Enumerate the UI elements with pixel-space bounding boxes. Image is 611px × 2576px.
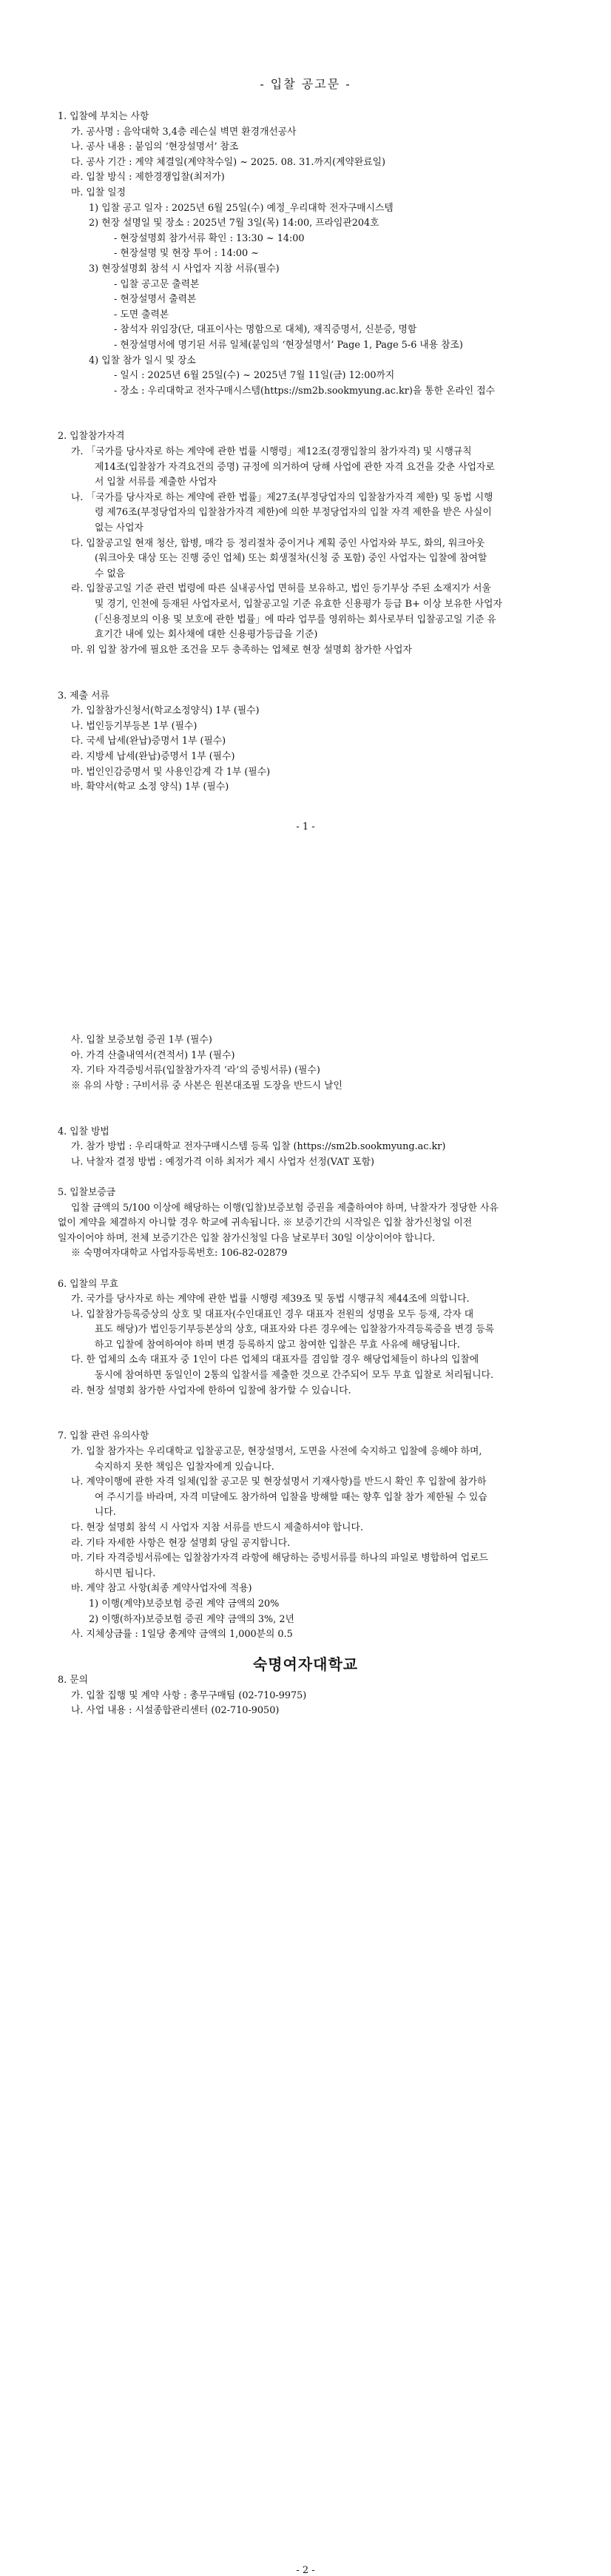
text-line: 5. 입찰보증금 [58, 1186, 116, 1198]
text-line: 없는 사업자 [95, 522, 144, 534]
text-line: 가. 공사명 : 음악대학 3,4층 레슨실 벽면 환경개선공사 [71, 126, 297, 138]
text-line: 3. 제출 서류 [58, 690, 109, 702]
text-line: 하시면 됩니다. [95, 1567, 156, 1579]
text-line: 나. 「국가를 당사자로 하는 계약에 관한 법률」제27조(부정당업자의 입찰참가자격 제한) 및 동법 시행 [71, 491, 493, 503]
text-line: 8. 문의 [58, 1674, 89, 1686]
text-line: 라. 현장 설명회 참가한 사업자에 한하여 입찰에 참가할 수 있습니다. [71, 1385, 351, 1396]
text-line: 가. 입찰 집행 및 계약 사항 : 총무구매팀 (02-710-9975) [71, 1689, 307, 1701]
text-line: - 일시 : 2025년 6월 25일(수) ~ 2025년 7월 11일(금) 12:00까지 [114, 370, 395, 382]
blank-line [58, 1170, 561, 1186]
text-line: 여 주시기를 바라며, 자격 미달에도 참가하여 입찰을 방해할 때는 향후 입찰 참가 제한될 수 있습 [95, 1491, 487, 1503]
blank-line [58, 1399, 561, 1414]
text-line: 나. 공사 내용 : 붙임의 ‘현장설명서’ 참조 [71, 141, 239, 153]
text-line: 숙지하지 못한 책임은 입찰자에게 있습니다. [95, 1461, 274, 1473]
text-line: 3) 현장설명회 참석 시 사업자 지참 서류(필수) [89, 263, 280, 275]
page-2-body [58, 1033, 561, 1719]
text-line: - 입찰 공고문 출력본 [114, 278, 200, 290]
text-line: 7. 입찰 관련 유의사항 [58, 1430, 149, 1442]
blank-line [58, 1262, 561, 1277]
page-1 [0, 0, 611, 864]
text-line: 마. 입찰 일정 [71, 186, 126, 198]
text-line: 라. 입찰 방식 : 제한경쟁입찰(최저가) [71, 172, 225, 184]
text-line: - 현장설명서 출력본 [114, 294, 197, 306]
text-line: (워크아웃 대상 또는 진행 중인 업체) 또는 회생절차(신청 중 포함) 중인 사업자는 입찰에 참여할 [95, 553, 487, 565]
text-line: 1) 이행(계약)보증보험 증권 계약 금액의 20% [89, 1598, 280, 1610]
text-line: 자. 기타 자격증빙서류(입찰참가자격 ‘라’의 증빙서류) (필수) [71, 1065, 320, 1077]
text-line: 일자이어야 하며, 전체 보증기간은 입찰 참가신청일 다음 날로부터 30일 이상이어야 합니다. [58, 1232, 436, 1244]
text-line: 바. 확약서(학교 소정 양식) 1부 (필수) [71, 781, 229, 793]
text-line: 서 입찰 서류를 제출한 사업자 [95, 477, 217, 488]
text-line: - 장소 : 우리대학교 전자구매시스템(https://sm2b.sookmyung.ac.kr)을 통한 온라인 접수 [114, 385, 495, 397]
text-line: 나. 낙찰자 결정 방법 : 예정가격 이하 최저가 제시 사업자 선정(VAT 포함) [71, 1156, 374, 1168]
text-line: 라. 입찰공고일 기준 관련 법령에 따른 실내공사업 면허를 보유하고, 법인 등기부상 주된 소재지가 서울 [71, 583, 491, 595]
text-line: 마. 법인인감증명서 및 사용인감계 각 1부 (필수) [71, 766, 271, 778]
text-line: - 현장설명 및 현장 투어 : 14:00 ~ [114, 248, 259, 260]
text-line: 하고 입찰에 참여하여야 하며 변경 등록하지 않고 참여한 입찰은 무효 사유에 해당됩니다. [95, 1339, 460, 1351]
text-line: - 현장설명서에 명기된 서류 일체(붙임의 ‘현장설명서’ Page 1, Page 5-6 내용 참조) [114, 339, 463, 351]
text-line: 가. 참가 방법 : 우리대학교 전자구매시스템 등록 입찰 (https://sm2b.sookmyung.ac.kr) [71, 1141, 446, 1153]
university-name: 숙명여자대학교 [252, 1655, 359, 1673]
text-line: ※ 유의 사항 : 구비서류 중 사본은 원본대조필 도장을 반드시 날인 [71, 1080, 342, 1092]
blank-line [58, 1094, 561, 1109]
text-line: 4. 입찰 방법 [58, 1126, 109, 1137]
text-line: 입찰 금액의 5/100 이상에 해당하는 이행(입찰)보증보험 증권을 제출하여야 하며, 낙찰자가 정당한 사유 [71, 1202, 499, 1214]
text-line: 없이 계약을 체결하지 아니할 경우 학교에 귀속됩니다. ※ 보증기간의 시작일은 입찰 참가신청일 이전 [58, 1217, 473, 1229]
text-line: 나. 입찰참가등록증상의 상호 및 대표자(수인대표인 경우 대표자 전원의 성명을 모두 등재, 각자 대 [71, 1308, 474, 1320]
text-line: 령 제76조(부정당업자의 입찰참가자격 제한)에 의한 부정당업자의 입찰 자격 제한을 받은 사실이 [95, 507, 492, 519]
text-line: 6. 입찰의 무효 [58, 1278, 119, 1290]
text-line: 4) 입찰 참가 일시 및 장소 [89, 354, 196, 366]
blank-line [58, 1109, 561, 1125]
text-line: 가. 입찰 참가자는 우리대학교 입찰공고문, 현장설명서, 도면을 사전에 숙지하고 입찰에 응해야 하며, [71, 1446, 482, 1458]
text-line: 나. 사업 내용 : 시설종합관리센터 (02-710-9050) [71, 1705, 280, 1717]
text-line: 사. 입찰 보증보험 증권 1부 (필수) [71, 1035, 212, 1046]
text-line: 사. 지체상금률 : 1일당 총계약 금액의 1,000분의 0.5 [71, 1629, 293, 1641]
text-line: 2. 입찰참가자격 [58, 431, 125, 443]
text-line: 2) 이행(하자)보증보험 증권 계약 금액의 3%, 2년 [89, 1613, 294, 1625]
text-line: 가. 「국가를 당사자로 하는 계약에 관한 법률 시행령」제12조(경쟁입찰의 참가자격) 및 시행규칙 [71, 446, 472, 458]
text-line: 다. 공사 기간 : 계약 체결일(계약착수일) ~ 2025. 08. 31.까지(계약완료일) [71, 156, 385, 168]
text-line: 다. 한 업체의 소속 대표자 중 1인이 다른 업체의 대표자를 겸임할 경우 해당업체들이 하나의 입찰에 [71, 1354, 479, 1366]
text-line: 나. 계약이행에 관한 자격 일체(입찰 공고문 및 현장설명서 기재사항)를 반드시 확인 후 입찰에 참가하 [71, 1476, 487, 1488]
text-line: 니다. [95, 1507, 116, 1519]
text-line: 다. 입찰공고일 현재 청산, 합병, 매각 등 정리절차 중이거나 계획 중인 사업자와 부도, 화의, 워크아웃 [71, 537, 485, 549]
text-line: - 참석자 위임장(단, 대표이사는 명함으로 대체), 재직증명서, 신분증, 명함 [114, 324, 417, 336]
text-line: 라. 기타 자세한 사항은 현장 설명회 당일 공지합니다. [71, 1537, 291, 1549]
text-line: 1) 입찰 공고 일자 : 2025년 6월 25일(수) 예정_우리대학 전자구매시스템 [89, 202, 394, 214]
text-line: 가. 국가를 당사자로 하는 계약에 관한 법률 시행령 제39조 및 동법 시행규칙 제44조에 의합니다. [71, 1294, 470, 1305]
text-line: - 도면 출력본 [114, 309, 169, 320]
document-title: - 입찰 공고문 - [260, 77, 351, 91]
text-line: 다. 현장 설명회 참석 시 사업자 지참 서류를 반드시 제출하셔야 합니다. [71, 1522, 363, 1533]
blank-line [58, 414, 561, 430]
text-line: 아. 가격 산출내역서(견적서) 1부 (필수) [71, 1049, 235, 1061]
text-line: (「신용정보의 이용 및 보호에 관한 법률」에 따라 업무를 영위하는 회사로부터 입찰공고일 기준 유 [95, 613, 496, 625]
text-line: 및 경기, 인천에 등재된 사업자로서, 입찰공고일 기준 유효한 신용평가 등급 B+ 이상 보유한 사업자 [95, 599, 502, 610]
text-line: 제14조(입찰참가 자격요건의 증명) 규정에 의거하여 당해 사업에 관한 자격 요건을 갖춘 사업자로 [95, 461, 495, 473]
text-line: 효기간 내에 있는 회사채에 대한 신용평가등급을 기준) [95, 629, 318, 641]
blank-line [58, 1414, 561, 1430]
page-1-body [58, 110, 561, 796]
page-number: - 2 - [296, 2565, 315, 2576]
text-line: 1. 입찰에 부치는 사항 [58, 111, 149, 122]
blank-line [58, 673, 561, 689]
text-line: 표도 해당)가 법인등기부등본상의 상호, 대표자와 다른 경우에는 입찰참가자격등록증을 변경 등록 [95, 1324, 495, 1336]
text-line: 가. 입찰참가신청서(학교소정양식) 1부 (필수) [71, 705, 260, 717]
text-line: - 현장설명회 참가서류 확인 : 13:30 ~ 14:00 [114, 232, 305, 244]
text-line: ※ 숙명여자대학교 사업자등록번호: 106-82-02879 [71, 1248, 288, 1260]
text-line: 동시에 참여하면 동일인이 2통의 입찰서를 제출한 것으로 간주되어 모두 무효 입찰로 처리됩니다. [95, 1370, 494, 1382]
text-line: 마. 위 입찰 참가에 필요한 조건을 모두 충족하는 업체로 현장 설명회 참가한 사업자 [71, 644, 412, 656]
text-line: 라. 지방세 납세(완납)증명서 1부 (필수) [71, 750, 235, 762]
blank-line [58, 658, 561, 673]
text-line: 2) 현장 설명일 및 장소 : 2025년 7월 3일(목) 14:00, 프라임관204호 [89, 218, 379, 229]
text-line: 다. 국세 납세(완납)증명서 1부 (필수) [71, 736, 226, 747]
text-line: 수 없음 [95, 568, 126, 579]
text-line: 마. 기타 자격증빙서류에는 입찰참가자격 라항에 해당하는 증빙서류를 하나의 파일로 병합하여 업로드 [71, 1553, 488, 1564]
text-line: 바. 계약 참고 사항(최종 계약사업자에 적용) [71, 1583, 252, 1595]
text-line: 나. 법인등기부등본 1부 (필수) [71, 720, 198, 732]
blank-line [58, 399, 561, 414]
page-number: - 1 - [296, 821, 315, 833]
